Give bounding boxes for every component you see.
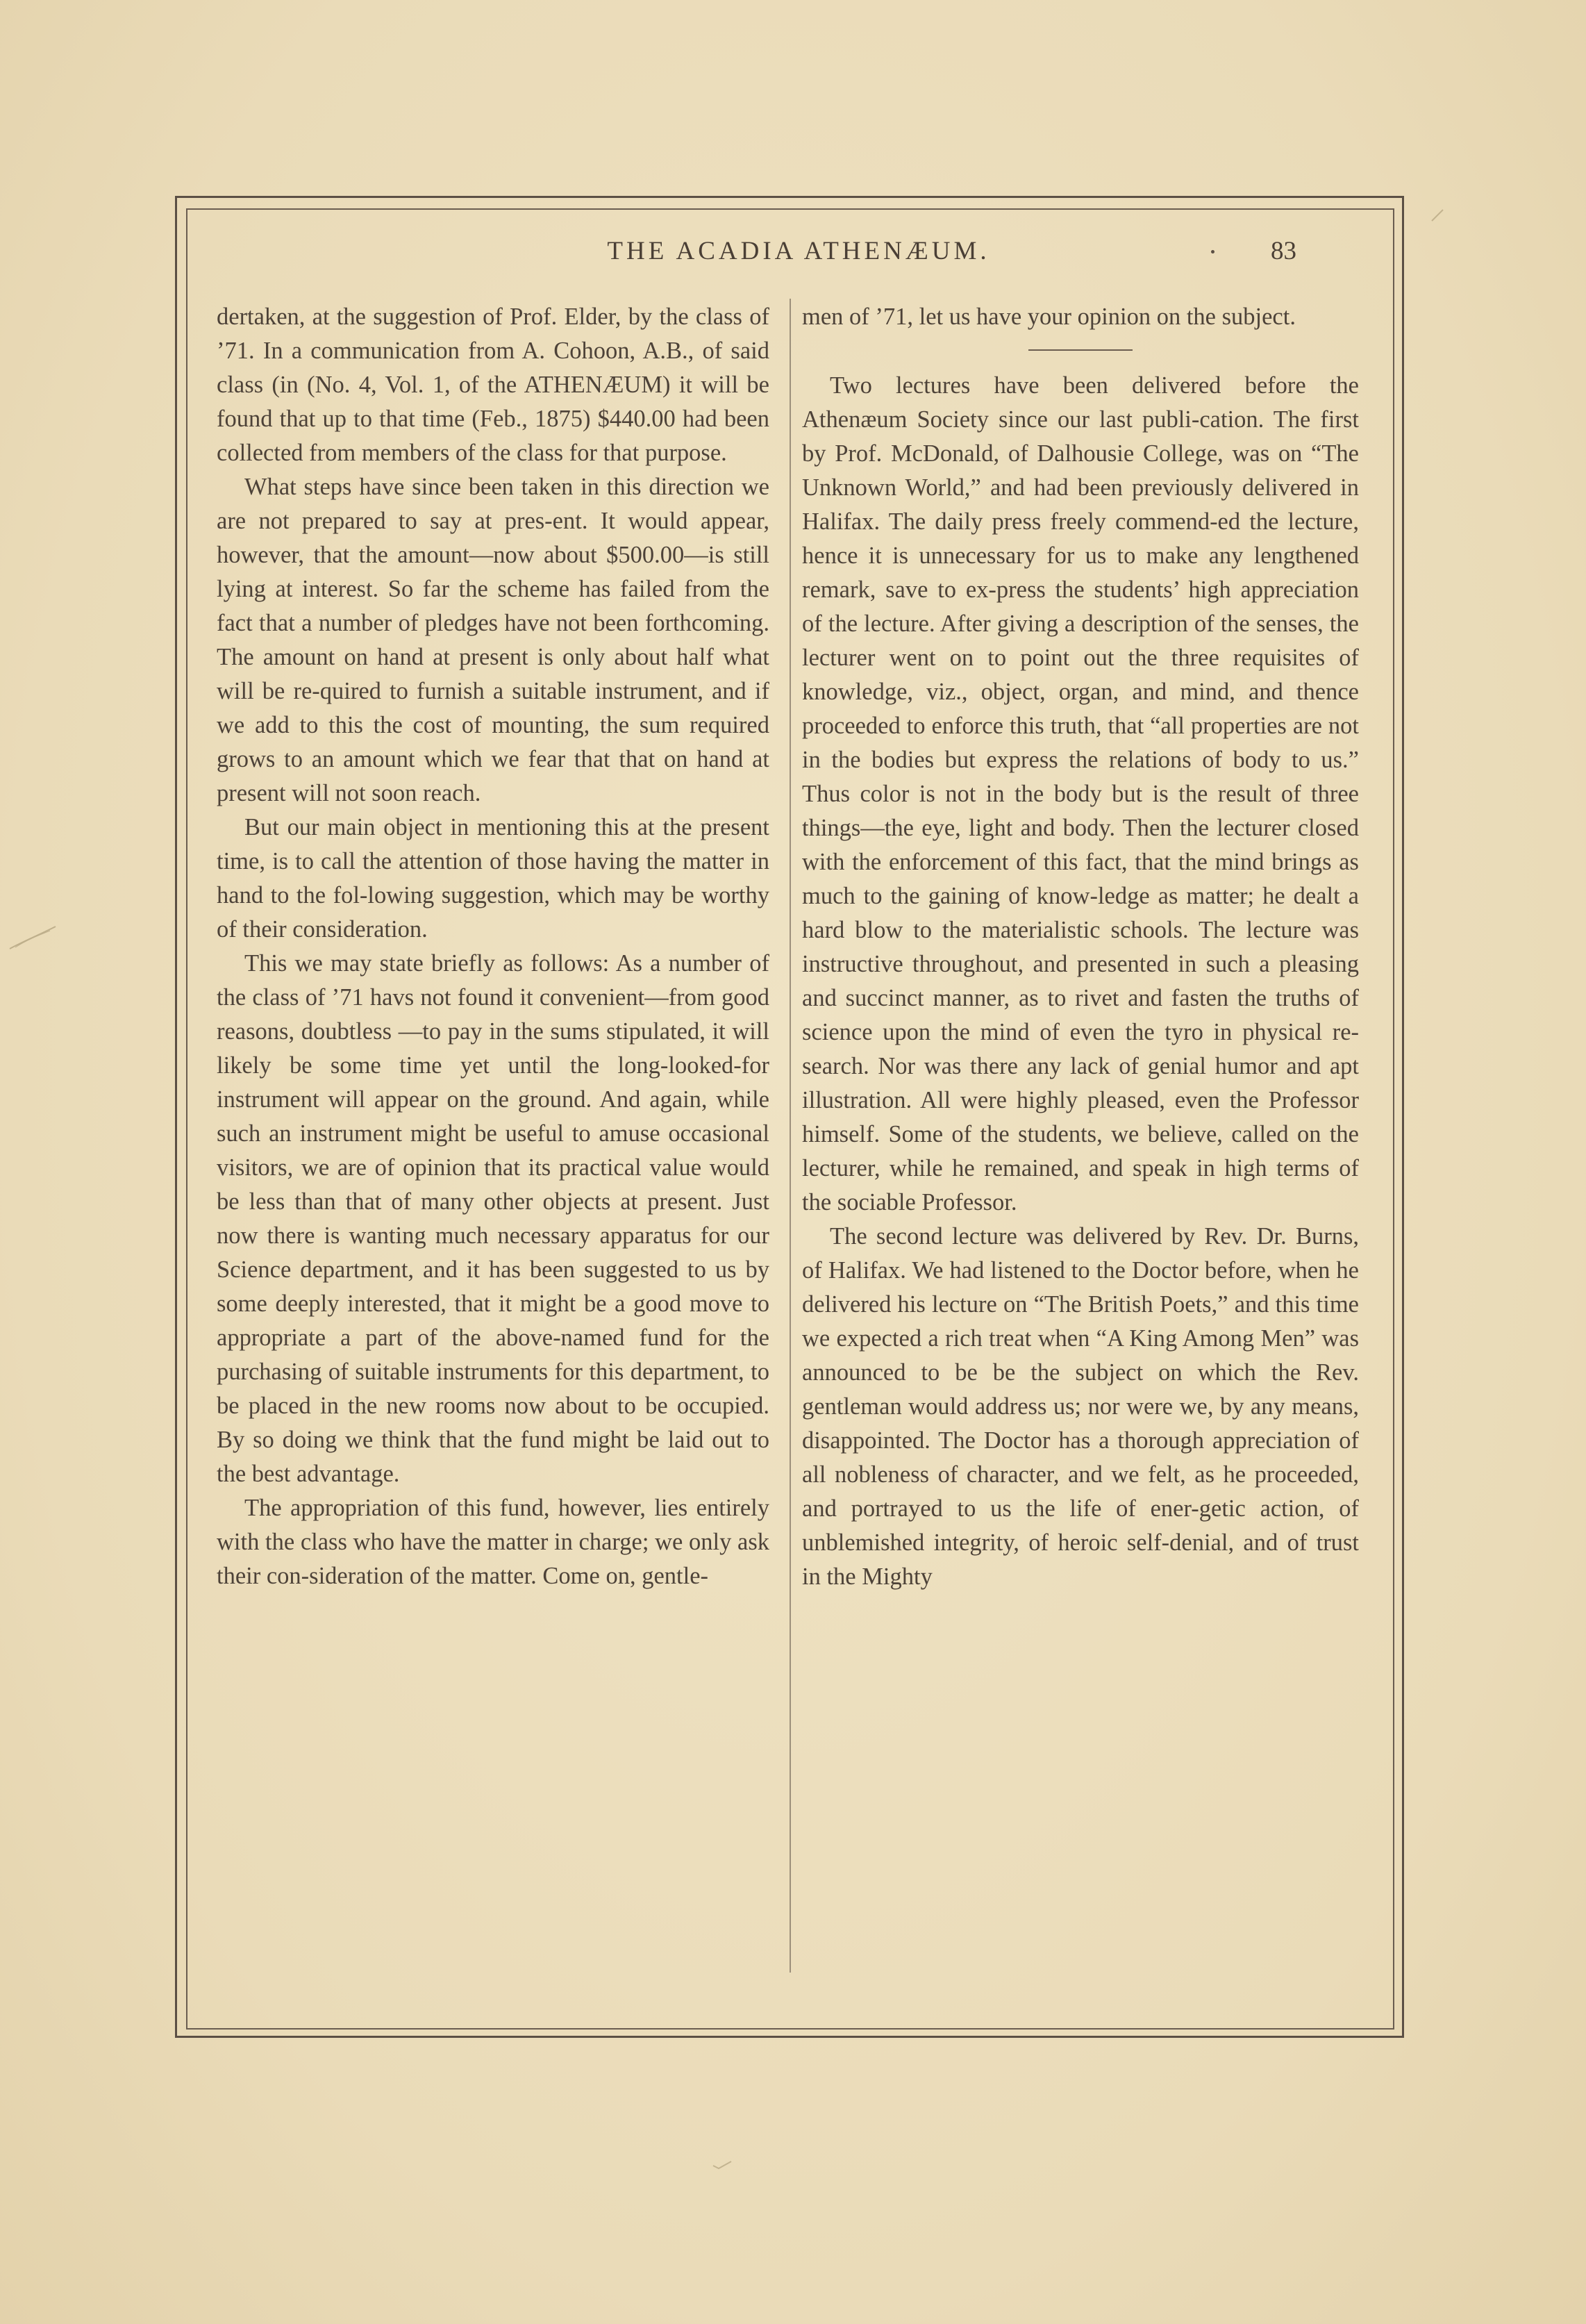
section-divider-rule xyxy=(1028,349,1133,351)
running-header-title: THE ACADIA ATHENÆUM. xyxy=(607,237,990,265)
margin-pencil-mark-icon xyxy=(8,924,57,952)
header-speck xyxy=(1211,250,1214,254)
left-column xyxy=(217,300,769,1593)
left-paragraph-5: The appropriation of this fund, however, lies entirely with the class who have the matter in charge; we only ask their con-sideration of the matter. Come on, gentle- xyxy=(217,1495,769,1589)
right-column xyxy=(802,300,1359,1594)
right-paragraph-2: Two lectures have been delivered before the Athenæum Society since our last publi-cation. The first by Prof. McDonald, of Dalhousie College, was on “The Unknown World,” and had been previously delivered in Halifax. The daily press freely commend-ed the lecture, hence it is unnecessary for us to make any lengthened remark, save to ex-press the students’ high appreciation of the lecture. After giving a description of the senses, the lecturer went on to point out the three requisites of knowledge, viz., object, organ, and mind, and thence proceeded to enforce this truth, that “all properties are not in the bodies but express the relations of body to us.” Thus color is not in the body but is the result of three things—the eye, light and body. Then the lecturer closed with the enforcement of this fact, that the mind brings as much to the gaining of know-ledge as matter; he dealt a hard blow to the materialistic schools. The lecture was instructive throughout, and presented in such a pleasing and succinct manner, as to rivet and fasten the truths of science upon the mind of even the tyro in physical re-search. Nor was there any lack of genial humor and apt illustration. All were highly pleased, even the Professor himself. Some of the students, we believe, called on the lecturer, while he remained, and speak in high terms of the sociable Professor. xyxy=(802,372,1359,1215)
left-paragraph-1: dertaken, at the suggestion of Prof. Elder, by the class of ’71. In a communication from A. Cohoon, A.B., of said class (in (No. 4, Vol. 1, of the ATHENÆUM) it will be found that up to that time (Feb., 1875) $440.00 had been collected from members of the class for that purpose. xyxy=(217,304,769,466)
left-paragraph-3: But our main object in mentioning this at the present time, is to call the attention of those having the matter in hand to the fol-lowing suggestion, which may be worthy of their consideration. xyxy=(217,814,769,943)
column-divider xyxy=(790,299,791,1973)
corner-speck-icon xyxy=(1430,208,1444,222)
page-number: 83 xyxy=(1271,237,1296,265)
bottom-mark-icon xyxy=(712,2160,733,2170)
right-paragraph-3: The second lecture was delivered by Rev. Dr. Burns, of Halifax. We had listened to the Doctor before, when he delivered his lecture on “The British Poets,” and this time we expected a rich treat when “A King Among Men” was announced to be be the subject on which the Rev. gentleman would address us; nor were we, by any means, disappointed. The Doctor has a thorough appreciation of all nobleness of character, and we felt, as he proceeded, and portrayed to us the life of ener-getic action, of unblemished integrity, of heroic self-denial, and of trust in the Mighty xyxy=(802,1223,1359,1590)
left-paragraph-2: What steps have since been taken in this direction we are not prepared to say at pres-ent. It would appear, however, that the amount—now about $500.00—is still lying at interest. So far the scheme has failed from the fact that a number of pledges have not been forthcoming. The amount on hand at present is only about half what will be re-quired to furnish a suitable instrument, and if we add to this the cost of mounting, the sum required grows to an amount which we fear that that on hand at present will not soon reach. xyxy=(217,474,769,806)
right-paragraph-1: men of ’71, let us have your opinion on the subject. xyxy=(802,304,1296,330)
left-paragraph-4: This we may state briefly as follows: As a number of the class of ’71 havs not found it convenient—from good reasons, doubtless —to pay in the sums stipulated, it will likely be some time yet until the long-looked-for instrument will appear on the ground. And again, while such an instrument might be useful to amuse occasional visitors, we are of opinion that its practical value would be less than that of many other objects at present. Just now there is wanting much necessary apparatus for our Science department, and it has been suggested to us by some deeply interested, that it might be a good move to appropriate a part of the above-named fund for the purchasing of suitable instruments for this department, to be placed in the new rooms now about to be occupied. By so doing we think that the fund might be laid out to the best advantage. xyxy=(217,950,769,1487)
